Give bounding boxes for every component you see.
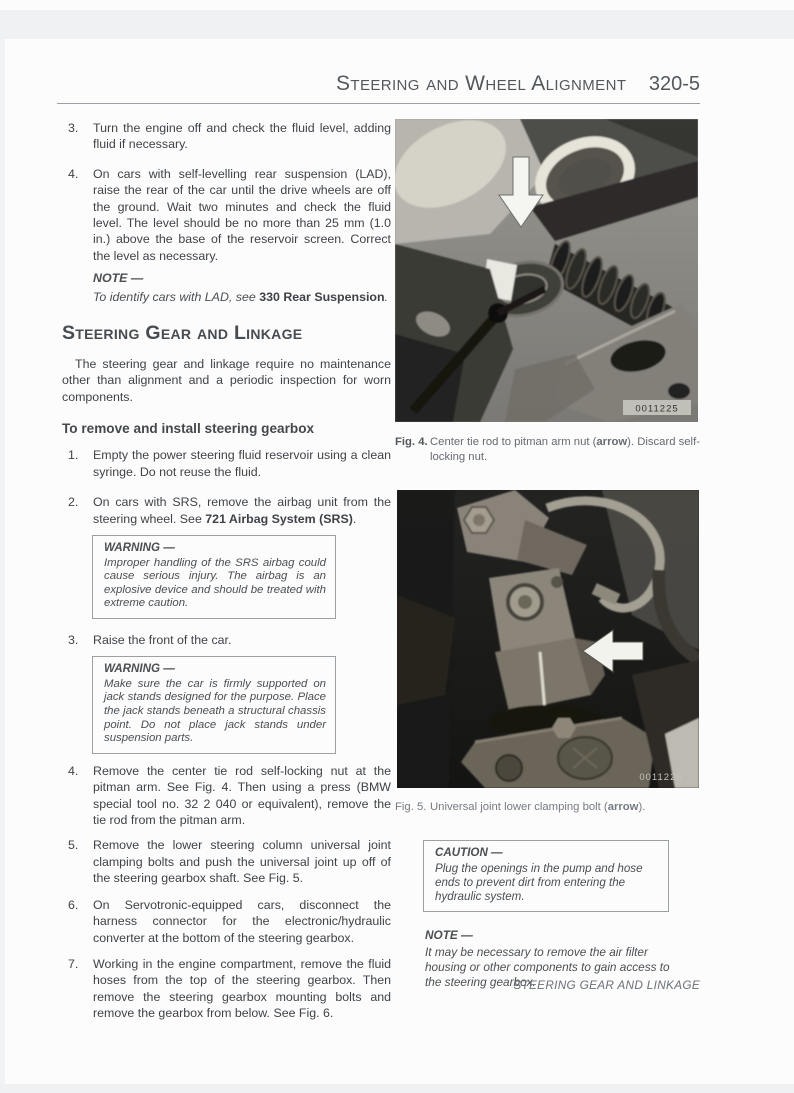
- caution-box: [423, 840, 669, 912]
- list-item: [62, 837, 391, 886]
- section-heading: Steering Gear and Linkage: [62, 322, 303, 345]
- right-column: [395, 119, 700, 989]
- arrow-word: arrow: [596, 436, 628, 448]
- note-text: [93, 289, 391, 305]
- step-number: 2.: [68, 495, 79, 510]
- photo-id-label: [623, 400, 691, 415]
- figure-caption-text: [430, 800, 645, 815]
- warning-text: Improper handling of the SRS airbag could cause serious injury. The airbag is an explosive device and should be treated with extreme caution.: [104, 556, 326, 610]
- arrow-word: arrow: [607, 801, 639, 814]
- caution-label: CAUTION —: [435, 845, 503, 859]
- step-number: 6.: [68, 897, 79, 912]
- figure-label: Fig. 5.: [395, 801, 427, 814]
- scan-margin-bottom: [0, 1084, 794, 1093]
- svg-text:0011225: 0011225: [635, 403, 679, 415]
- fig4-caption: [395, 435, 700, 464]
- list-item: [62, 166, 391, 264]
- list-item: [62, 120, 391, 153]
- note-label: NOTE —: [425, 927, 473, 942]
- step-text: Raise the front of the car.: [93, 632, 232, 647]
- caution-text: Plug the openings in the pump and hose ends to prevent dirt from entering the hydraulic system.: [435, 861, 643, 903]
- step-text-prefix: On cars with SRS, remove the airbag unit from the steering wheel. See: [93, 495, 391, 526]
- step-text-suffix: .: [352, 511, 357, 526]
- step-number: 4.: [68, 763, 79, 778]
- warning-label: WARNING —: [104, 540, 175, 554]
- note-block: [93, 270, 391, 305]
- step-text: On Servotronic-equipped cars, disconnect the harness connector for the electronic/hydraulic converter at the bottom of the steering gearbox.: [93, 897, 391, 945]
- list-item: [62, 763, 391, 829]
- figure-label: Fig. 4.: [395, 436, 428, 448]
- list-item: [62, 632, 391, 648]
- step-text: Remove the lower steering column universal joint clamping bolts and push the universal joint up off of the steering gearbox shaft. See Fig. 5.: [93, 838, 391, 886]
- caption-suffix: ). Discard self-locking nut.: [430, 436, 700, 463]
- fig5-caption: [395, 800, 700, 815]
- note-label: NOTE —: [93, 271, 144, 286]
- warning-box: [92, 535, 336, 619]
- warning-text: Make sure the car is firmly supported on jack stands designed for the purpose. Place the jack stands beneath a structural chassis point. Do not place jack stands under suspension parts.: [104, 677, 326, 745]
- step-text: On cars with self-levelling rear suspension (LAD), raise the rear of the car until the drive wheels are off the ground. Wait two minutes and check the fluid level. The level should be no more than 25 mm (1.0 in.) above the base of the reservoir screen. Correct the level as necessary.: [93, 166, 391, 263]
- scan-margin-top: [0, 10, 794, 39]
- fig4-photo: [395, 119, 698, 422]
- step-number: 1.: [68, 448, 79, 463]
- step-number: 5.: [68, 838, 79, 853]
- list-item: [62, 897, 391, 946]
- figure-caption-text: [430, 435, 700, 464]
- note-text: It may be necessary to remove the air filter housing or other components to gain access to the steering gearbox.: [425, 945, 670, 989]
- warning-box: [92, 656, 336, 754]
- footer-section-title: STEERING GEAR AND LINKAGE: [513, 978, 700, 992]
- scan-margin-left: [0, 39, 5, 1084]
- cross-reference: 721 Airbag System (SRS): [205, 511, 353, 526]
- note-text-prefix: To identify cars with LAD, see: [93, 289, 260, 304]
- step-text: Working in the engine compartment, remove the fluid hoses from the top of the steering gearbox. Then remove the steering gearbox mounting bolts and remove the gearbox from below. See Fig. 6.: [93, 956, 391, 1021]
- chapter-title: Steering and Wheel Alignment: [335, 72, 627, 95]
- list-item: [62, 494, 391, 527]
- step-text: [93, 494, 391, 527]
- header-rule: [57, 103, 700, 104]
- caption-prefix: Center tie rod to pitman arm nut (: [430, 436, 597, 448]
- page-number: 320-5: [648, 73, 700, 95]
- step-number: 7.: [68, 956, 79, 971]
- step-number: 3.: [68, 121, 79, 135]
- note-text-suffix: .: [384, 289, 388, 304]
- step-text: Remove the center tie rod self-locking nut at the pitman arm. See Fig. 4. Then using a press (BMW special tool no. 32 2 040 or equivalent), remove the tie rod from the pitman arm.: [93, 763, 391, 828]
- photo-id-label: 0011226: [639, 772, 683, 784]
- section-intro: The steering gear and linkage require no maintenance other than alignment and a periodic inspection for worn components.: [62, 357, 391, 404]
- left-column: [62, 118, 391, 1022]
- step-number: 4.: [68, 166, 79, 181]
- list-item: [62, 447, 391, 480]
- procedure-heading: To remove and install steering gearbox: [62, 421, 315, 437]
- cross-reference: 330 Rear Suspension: [259, 289, 385, 304]
- fig5-photo: [397, 490, 699, 788]
- step-text: Turn the engine off and check the fluid level, adding fluid if necessary.: [93, 121, 391, 152]
- caption-suffix: ).: [638, 801, 646, 814]
- page-header: [57, 72, 700, 96]
- step-number: 3.: [68, 632, 79, 647]
- step-text: Empty the power steering fluid reservoir using a clean syringe. Do not reuse the fluid.: [93, 448, 391, 479]
- warning-label: WARNING —: [104, 662, 175, 676]
- caption-prefix: Universal joint lower clamping bolt (: [430, 801, 608, 814]
